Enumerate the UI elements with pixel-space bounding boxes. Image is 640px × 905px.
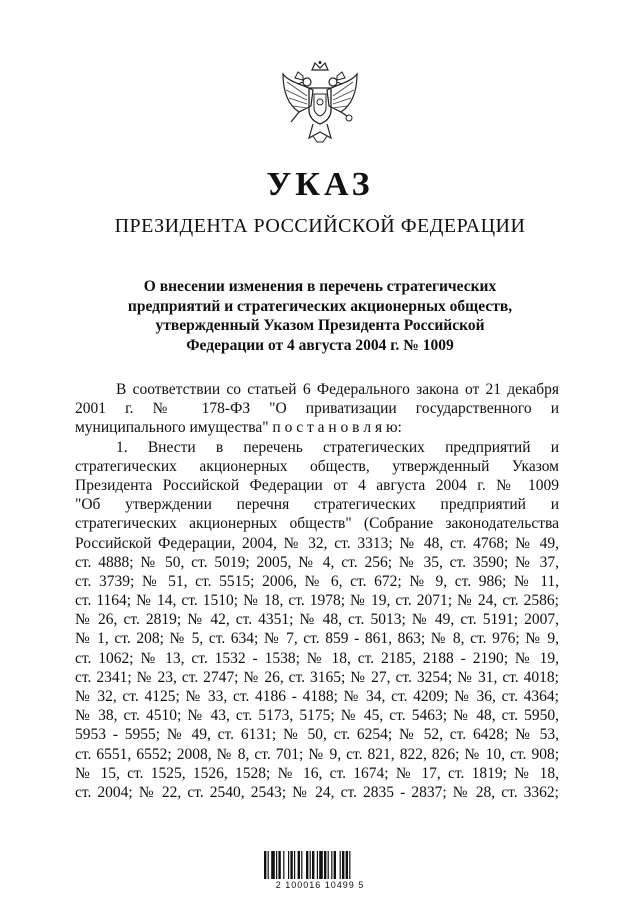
barcode-number: 2 100016 10499 5	[275, 880, 365, 890]
body-line: 2001 г. № 178-ФЗ "О приватизации государственного и	[75, 400, 559, 418]
heading-line: Федерации от 4 августа 2004 г. № 1009	[186, 336, 454, 354]
decree-heading	[120, 277, 520, 355]
body-line: 5953 - 5955; № 49, ст. 6131; № 50, ст. 6254; № 52, ст. 6428; № 53,	[75, 726, 559, 744]
body-line: стратегических акционерных обществ" (Собрание законодательства	[75, 515, 559, 533]
document-title: УКАЗ	[266, 166, 374, 203]
body-line: ст. 2341; № 23, ст. 2747; № 26, ст. 3165; № 27, ст. 3254; № 31, ст. 4018;	[75, 668, 559, 686]
body-line: стратегических акционерных обществ, утвержденный Указом	[75, 457, 559, 475]
body-line: Российской Федерации, 2004, № 32, ст. 3313; № 48, ст. 4768; № 49,	[75, 534, 559, 552]
body-line: ст. 6551, 6552; 2008, № 8, ст. 701; № 9, ст. 821, 822, 826; № 10, ст. 908;	[75, 745, 559, 763]
document-subtitle: ПРЕЗИДЕНТА РОССИЙСКОЙ ФЕДЕРАЦИИ	[114, 215, 526, 237]
body-line: № 38, ст. 4510; № 43, ст. 5173, 5175; № 45, ст. 5463; № 48, ст. 5950,	[75, 707, 559, 725]
heading-line: предприятий и стратегических акционерных обществ,	[127, 297, 513, 315]
body-line: ст. 1164; № 14, ст. 1510; № 18, ст. 1978; № 19, ст. 2071; № 24, ст. 2586;	[75, 592, 559, 610]
body-line: № 15, ст. 1525, 1526, 1528; № 16, ст. 1674; № 17, ст. 1819; № 18,	[75, 764, 559, 782]
body-line: Президента Российской Федерации от 4 августа 2004 г. № 1009	[75, 476, 559, 494]
heading-line: утвержденный Указом Президента Российской	[155, 317, 485, 334]
body-line: муниципального имущества" п о с т а н о в л я ю:	[75, 419, 402, 437]
decree-body	[75, 380, 559, 802]
body-line: "Об утверждении перечня стратегических предприятий и	[75, 496, 559, 514]
body-line: № 26, ст. 2819; № 42, ст. 4351; № 48, ст. 5013; № 49, ст. 5191; 2007,	[75, 611, 559, 629]
coat-of-arms-icon	[279, 60, 361, 144]
body-line: № 32, ст. 4125; № 33, ст. 4186 - 4188; № 34, ст. 4209; № 36, ст. 4364;	[75, 688, 559, 705]
body-line: № 1, ст. 208; № 5, ст. 634; № 7, ст. 859 - 861, 863; № 8, ст. 976; № 9,	[75, 630, 559, 648]
heading-line: О внесении изменения в перечень стратегических	[143, 278, 497, 295]
body-line: В соответствии со статьей 6 Федерального закона от 21 декабря	[116, 381, 559, 398]
body-line: ст. 4888; № 50, ст. 5019; 2005, № 4, ст. 256; № 35, ст. 3590; № 37,	[75, 553, 559, 571]
body-line: ст. 3739; № 51, ст. 5515; 2006, № 6, ст. 672; № 9, ст. 986; № 11,	[75, 572, 559, 590]
body-line: 1. Внести в перечень стратегических предприятий и	[116, 438, 559, 456]
body-line: ст. 1062; № 13, ст. 1532 - 1538; № 18, ст. 2185, 2188 - 2190; № 19,	[75, 649, 559, 667]
body-line: ст. 2004; № 22, ст. 2540, 2543; № 24, ст. 2835 - 2837; № 28, ст. 3362;	[75, 783, 559, 801]
